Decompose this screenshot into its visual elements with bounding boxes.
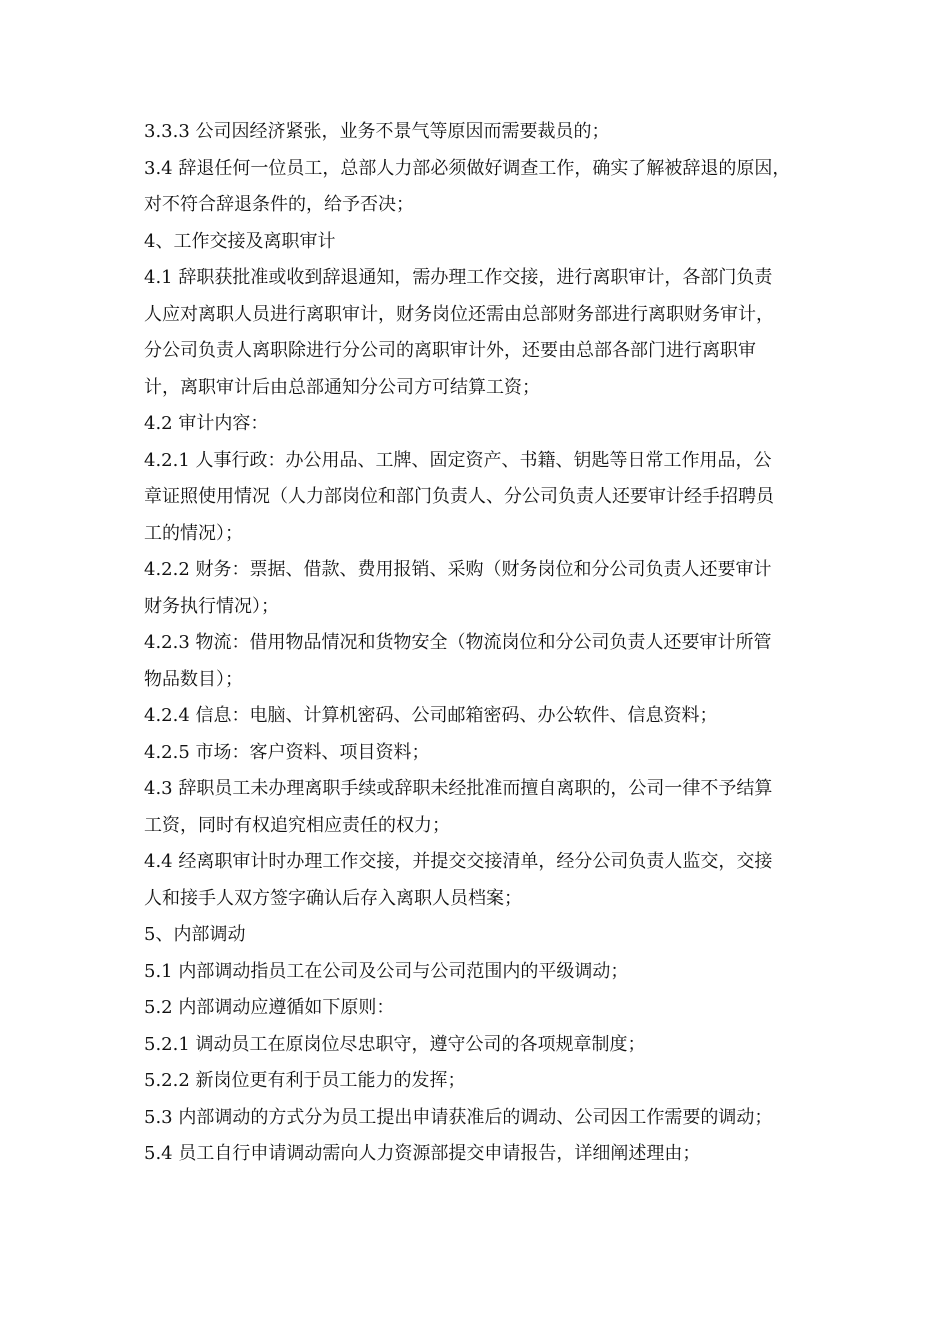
text-line: 财务执行情况）； — [144, 595, 279, 617]
text-line: 4.4 经离职审计时办理工作交接，并提交交接清单，经分公司负责人监交，交接 — [144, 851, 773, 872]
text-line: 5.1 内部调动指员工在公司及公司与公司范围内的平级调动； — [144, 960, 629, 982]
text-line: 4.2.1 人事行政：办公用品、工牌、固定资产、书籍、钥匙等日常工作用品，公 — [144, 449, 772, 471]
text-line: 5.2.2 新岗位更有利于员工能力的发挥； — [144, 1070, 466, 1091]
text-line: 3.4 辞退任何一位员工，总部人力部必须做好调查工作，确实了解被辞退的原因， — [144, 157, 791, 179]
text-line: 5.3 内部调动的方式分为员工提出申请获准后的调动、公司因工作需要的调动； — [144, 1106, 773, 1128]
text-line: 5.4 员工自行申请调动需向人力资源部提交申请报告，详细阐述理由； — [144, 1143, 701, 1164]
text-line: 计，离职审计后由总部通知分公司方可结算工资； — [144, 376, 540, 398]
text-line: 工资，同时有权追究相应责任的权力； — [144, 814, 450, 836]
text-line: 4.2.4 信息：电脑、计算机密码、公司邮箱密码、办公软件、信息资料； — [144, 705, 718, 726]
text-line: 工的情况）； — [144, 522, 243, 544]
text-line: 物品数目）； — [144, 668, 243, 690]
text-line: 4.2.3 物流：借用物品情况和货物安全（物流岗位和分公司负责人还要审计所管 — [144, 632, 772, 653]
text-line: 4.2.2 财务：票据、借款、费用报销、采购（财务岗位和分公司负责人还要审计 — [144, 559, 772, 580]
text-line: 4.3 辞职员工未办理离职手续或辞职未经批准而擅自离职的，公司一律不予结算 — [144, 778, 773, 799]
document-body — [144, 114, 808, 1173]
text-line: 分公司负责人离职除进行分公司的离职审计外，还要由总部各部门进行离职审 — [144, 340, 756, 361]
text-line: 人应对离职人员进行离职审计，财务岗位还需由总部财务部进行离职财务审计， — [144, 303, 774, 325]
text-line: 4.2 审计内容： — [144, 413, 269, 434]
text-line: 5.2.1 调动员工在原岗位尽忠职守，遵守公司的各项规章制度； — [144, 1033, 646, 1055]
section-heading: 5、内部调动 — [144, 924, 246, 945]
text-line: 4.2.5 市场：客户资料、项目资料； — [144, 741, 430, 763]
text-line: 章证照使用情况（人力部岗位和部门负责人、分公司负责人还要审计经手招聘员 — [144, 486, 774, 507]
text-line: 4.1 辞职获批准或收到辞退通知，需办理工作交接，进行离职审计，各部门负责 — [144, 267, 773, 288]
text-line: 对不符合辞退条件的，给予否决； — [144, 194, 414, 215]
text-line: 人和接手人双方签字确认后存入离职人员档案； — [144, 887, 522, 909]
section-heading: 4、工作交接及离职审计 — [144, 230, 336, 252]
text-line: 5.2 内部调动应遵循如下原则： — [144, 997, 395, 1018]
text-line: 3.3.3 公司因经济紧张，业务不景气等原因而需要裁员的； — [144, 121, 610, 142]
